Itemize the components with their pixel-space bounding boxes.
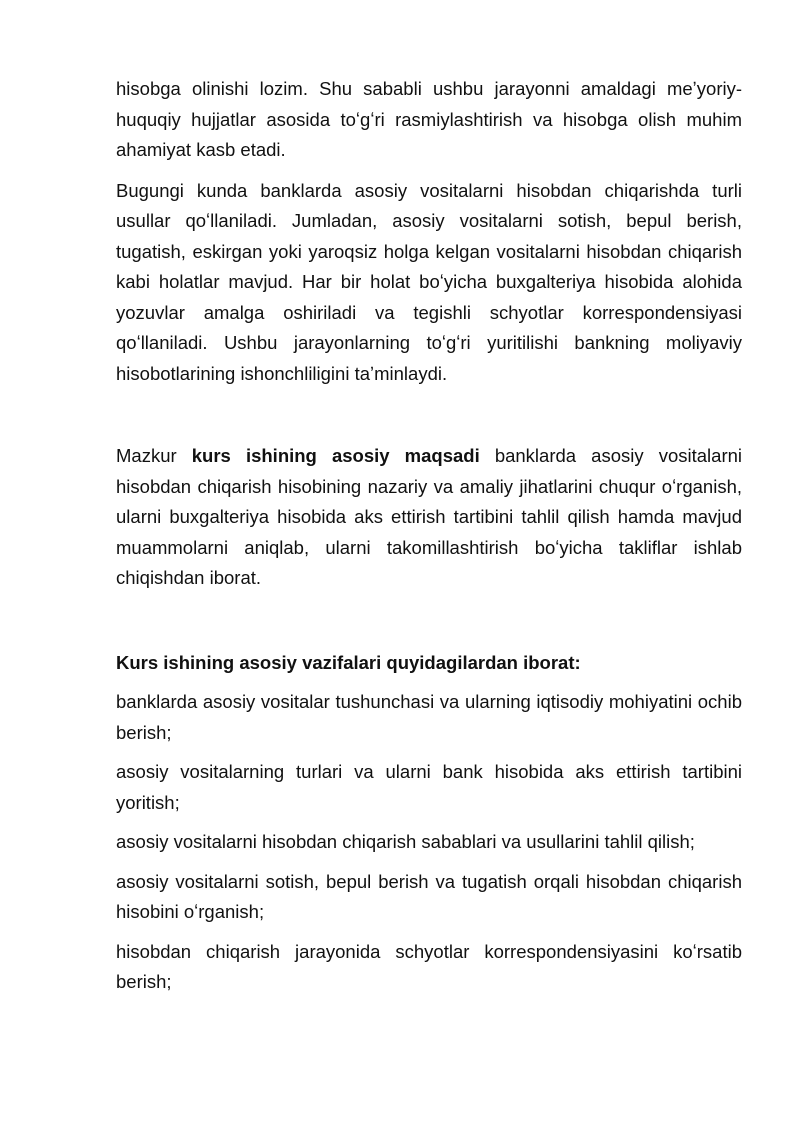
goal-text-end: banklarda asosiy vositalarni hisobdan chiqarish hisobining nazariy va amaliy jihatlarini chuqur oʻrganish, ularni buxgalteriya hisobida aks ettirish tartibini tahlil qilish hamda mavjud muammolarni aniqlab, ularni takomillashtirish boʻyicha takliflar ishlab chiqishdan iborat. xyxy=(116,445,743,588)
task-item: banklarda asosiy vositalar tushunchasi va ularning iqtisodiy mohiyatini ochib berish; xyxy=(116,691,742,743)
paragraph-goal xyxy=(116,441,742,594)
goal-text-start: Mazkur xyxy=(116,445,192,466)
tasks-heading: Kurs ishining asosiy vazifalari quyidagilardan iborat: xyxy=(116,651,581,673)
task-item: asosiy vositalarni sotish, bepul berish va tugatish orqali hisobdan chiqarish hisobini oʻrganish; xyxy=(116,870,742,922)
document-page xyxy=(116,74,742,1007)
paragraph-intro-continuation: hisobga olinishi lozim. Shu sababli ushbu jarayonni amaldagi meʼyoriy-huquqiy hujjatlar asosida toʻgʻri rasmiylashtirish va hisobga olish muhim ahamiyat kasb etadi. xyxy=(116,78,742,160)
paragraph-methods: Bugungi kunda banklarda asosiy vositalarni hisobdan chiqarishda turli usullar qoʻllaniladi. Jumladan, asosiy vositalarni sotish, bepul berish, tugatish, eskirgan yoki yaroqsiz holga kelgan vositalarni hisobdan chiqarish kabi holatlar mavjud. Har bir holat boʻyicha buxgalteriya hisobida alohida yozuvlar amalga oshiriladi va tegishli schyotlar korrespondensiyasi qoʻllaniladi. Ushbu jarayonlarning toʻgʻri yuritilishi bankning moliyaviy hisobotlarining ishonchliligini taʼminlaydi. xyxy=(116,179,742,384)
task-item: hisobdan chiqarish jarayonida schyotlar korrespondensiyasini koʻrsatib berish; xyxy=(116,940,742,992)
task-item: asosiy vositalarni hisobdan chiqarish sabablari va usullarini tahlil qilish; xyxy=(116,831,695,852)
task-item: asosiy vositalarning turlari va ularni bank hisobida aks ettirish tartibini yoritish; xyxy=(116,761,742,813)
goal-bold-phrase: kurs ishining asosiy maqsadi xyxy=(191,445,480,466)
